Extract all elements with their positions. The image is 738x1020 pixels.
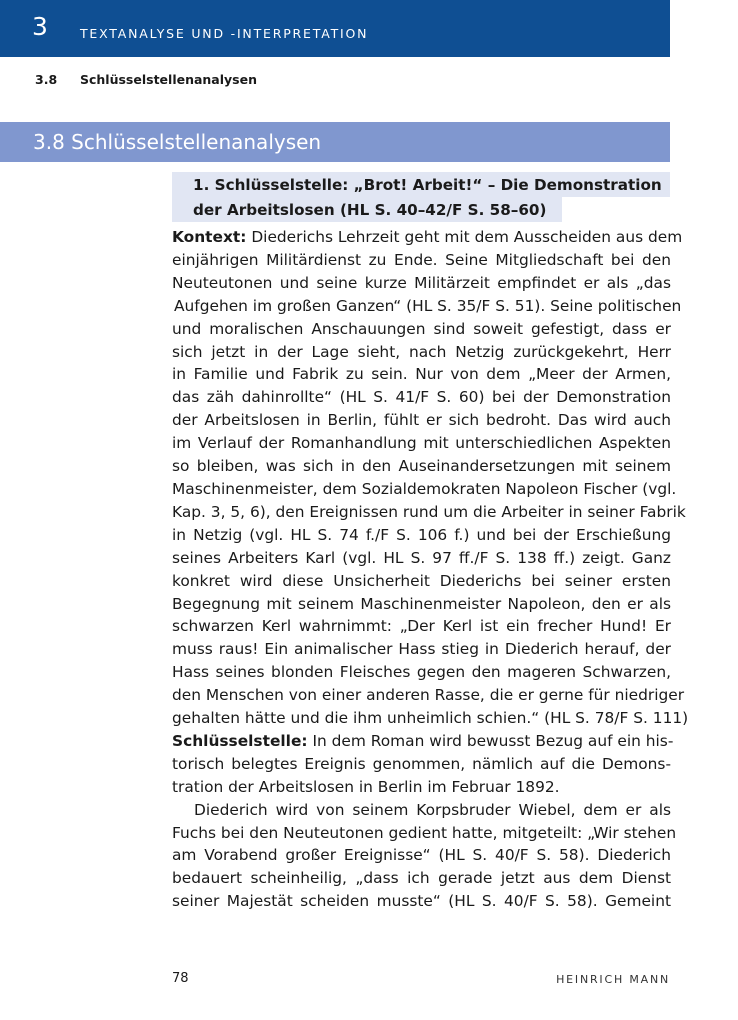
key-passage-title-line1: 1. Schlüsselstelle: „Brot! Arbeit!“ – Die Demonstration	[193, 176, 662, 194]
schluesselstelle-label: Schlüsselstelle:	[172, 731, 308, 750]
text-line: den Menschen von einer anderen Rasse, die er gerne für niedriger	[172, 686, 685, 705]
text-line: im Verlauf der Romanhandlung mit unterschiedlichen Aspekten	[172, 434, 671, 453]
text-line: der Arbeitslosen in Berlin, fühlt er sich bedroht. Das wird auch	[172, 411, 671, 430]
text-line: tration der Arbeitslosen in Berlin im Februar 1892.	[172, 777, 560, 796]
text-line: Begegnung mit seinem Maschinenmeister Napoleon, den er als	[172, 594, 671, 613]
text-line: einjährigen Militärdienst zu Ende. Seine Mitgliedschaft bei den	[172, 250, 671, 269]
key-passage-title-line2: der Arbeitslosen (HL S. 40–42/F S. 58–60)	[193, 201, 547, 219]
text-line: torisch belegtes Ereignis genommen, nämlich auf die Demons-	[172, 754, 671, 773]
text-line: Kontext: Diederichs Lehrzeit geht mit dem Ausscheiden aus dem	[172, 228, 683, 246]
text-line: Diederich wird von seinem Korpsbruder Wiebel, dem er als	[194, 800, 671, 819]
text-line: Fuchs bei den Neuteutonen gedient hatte, mitgeteilt: „Wir stehen	[172, 823, 677, 842]
text-line: Maschinenmeister, dem Sozialdemokraten Napoleon Fischer (vgl.	[172, 479, 677, 498]
text-line: so bleiben, was sich in den Auseinandersetzungen mit seinem	[172, 457, 671, 476]
text-line: konkret wird diese Unsicherheit Diederichs bei seiner ersten	[172, 571, 671, 590]
text-line: gehalten hätte und die ihm unheimlich schien.“ (HL S. 78/F S. 111)	[172, 709, 689, 728]
text-line: bedauert scheinheilig, „dass ich gerade jetzt aus dem Dienst	[172, 869, 671, 888]
text-line: in Familie und Fabrik zu sein. Nur von dem „Meer der Armen,	[172, 365, 671, 384]
running-section-number: 3.8	[35, 72, 58, 87]
chapter-header-bar	[0, 0, 670, 57]
body-text	[172, 226, 689, 913]
text-line: muss raus! Ein animalischer Hass stieg in Diederich herauf, der	[172, 640, 671, 659]
text-line: am Vorabend großer Ereignisse“ (HL S. 40/F S. 58). Diederich	[172, 846, 671, 865]
section-heading: 3.8 Schlüsselstellenanalysen	[33, 130, 322, 154]
text-line: Kap. 3, 5, 6), den Ereignissen rund um die Arbeiter in seiner Fabrik	[172, 502, 686, 521]
text-line: seines Arbeiters Karl (vgl. HL S. 97 ff./F S. 138 ff.) zeigt. Ganz	[172, 548, 671, 567]
running-section-title: Schlüsselstellenanalysen	[80, 72, 257, 87]
text-line: Neuteutonen und seine kurze Militärzeit empfindet er als „das	[172, 273, 671, 292]
text-line: Aufgehen im großen Ganzen“ (HL S. 35/F S. 51). Seine politischen	[174, 296, 682, 315]
chapter-title: TEXTANALYSE UND -INTERPRETATION	[80, 26, 369, 41]
section-heading-bar	[0, 122, 670, 162]
text-line: das zäh dahinrollte“ (HL S. 41/F S. 60) bei der Demonstration	[172, 388, 671, 407]
text-line: Hass seines blonden Fleisches gegen den mageren Schwarzen,	[172, 663, 671, 682]
footer-author: HEINRICH MANN	[556, 973, 670, 986]
text-line: schwarzen Kerl wahrnimmt: „Der Kerl ist ein frecher Hund! Er	[172, 617, 671, 636]
text-line: seiner Majestät scheiden musste“ (HL S. 40/F S. 58). Gemeint	[172, 892, 671, 911]
page-number: 78	[172, 971, 189, 986]
kontext-label: Kontext:	[172, 228, 247, 246]
chapter-number: 3	[32, 12, 48, 41]
text-line: und moralischen Anschauungen sind soweit gefestigt, dass er	[172, 319, 671, 338]
text-line: Schlüsselstelle: In dem Roman wird bewusst Bezug auf ein his-	[172, 731, 674, 750]
text-line: sich jetzt in der Lage sieht, nach Netzig zurückgekehrt, Herr	[172, 342, 671, 361]
text-line: in Netzig (vgl. HL S. 74 f./F S. 106 f.) und bei der Erschießung	[172, 525, 671, 544]
